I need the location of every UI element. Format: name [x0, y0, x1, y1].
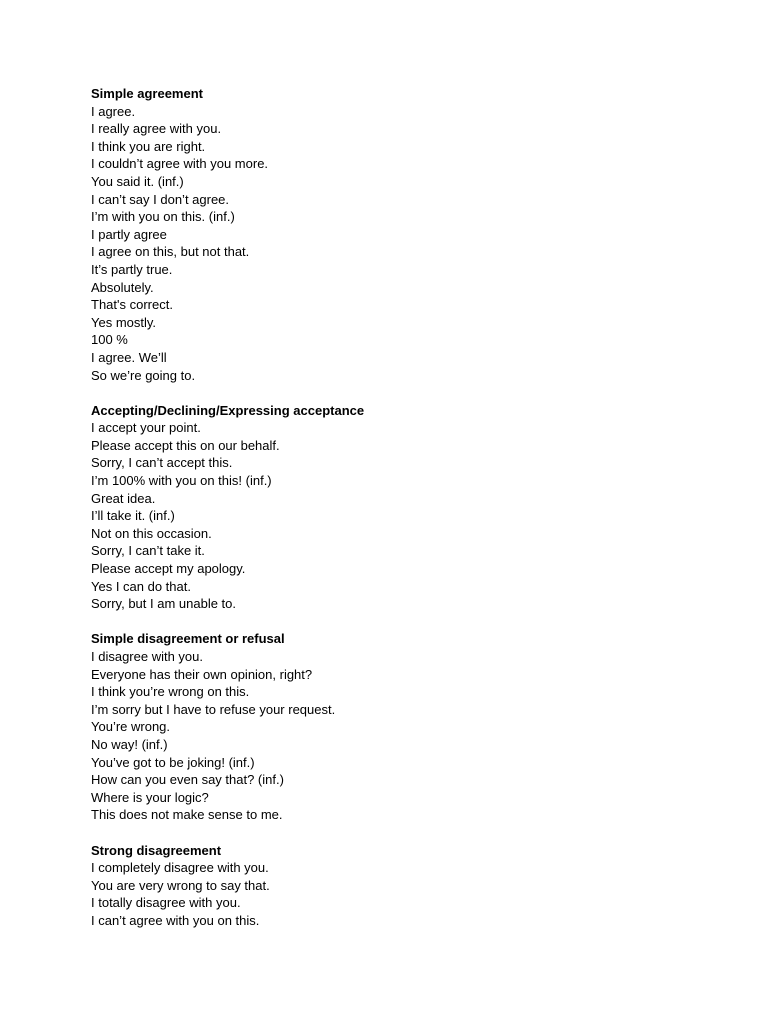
phrase-line: I couldn’t agree with you more.: [91, 156, 269, 172]
phrase-line: You are very wrong to say that.: [91, 877, 270, 893]
phrase-line: I completely disagree with you.: [91, 860, 269, 876]
phrase-line: Everyone has their own opinion, right?: [91, 666, 313, 682]
phrase-line: Please accept my apology.: [91, 561, 246, 577]
phrase-line: I accept your point.: [91, 420, 201, 436]
phrase-line: I disagree with you.: [91, 649, 204, 664]
section-heading: Accepting/Declining/Expressing acceptance: [91, 402, 365, 418]
phrase-list: [91, 859, 731, 929]
phrase-line: Yes mostly.: [91, 314, 157, 330]
document-page: [91, 85, 731, 947]
phrase-line: Yes I can do that.: [91, 578, 191, 594]
section-accepting-declining: [91, 402, 731, 613]
phrase-line: You’re wrong.: [91, 719, 171, 735]
phrase-line: No way! (inf.): [91, 736, 168, 752]
phrase-list: [91, 419, 731, 613]
phrase-list: [91, 648, 731, 824]
phrase-line: I’m 100% with you on this! (inf.): [91, 473, 272, 489]
phrase-line: So we’re going to.: [91, 367, 196, 383]
phrase-line: That's correct.: [91, 297, 173, 313]
phrase-line: You’ve got to be joking! (inf.): [91, 754, 255, 770]
phrase-line: I can’t agree with you on this.: [91, 912, 260, 928]
phrase-line: I really agree with you.: [91, 121, 222, 137]
section-heading: Strong disagreement: [91, 842, 222, 858]
phrase-line: Sorry, I can’t take it.: [91, 543, 205, 559]
section-heading: Simple agreement: [91, 86, 203, 101]
phrase-line: I think you are right.: [91, 138, 206, 154]
phrase-line: Sorry, but I am unable to.: [91, 596, 236, 612]
phrase-line: This does not make sense to me.: [91, 807, 283, 823]
phrase-line: Great idea.: [91, 490, 156, 506]
phrase-line: Absolutely.: [91, 279, 154, 295]
phrase-line: Where is your logic?: [91, 789, 209, 805]
phrase-list: [91, 103, 731, 385]
phrase-line: I partly agree: [91, 226, 167, 242]
phrase-line: Please accept this on our behalf.: [91, 437, 280, 453]
phrase-line: It’s partly true.: [91, 261, 173, 277]
phrase-line: I’m with you on this. (inf.): [91, 209, 235, 225]
phrase-line: I’ll take it. (inf.): [91, 508, 175, 524]
phrase-line: I agree on this, but not that.: [91, 244, 250, 260]
phrase-line: Sorry, I can’t accept this.: [91, 455, 233, 471]
section-simple-disagreement: [91, 630, 731, 824]
phrase-line: I’m sorry but I have to refuse your request.: [91, 701, 336, 717]
phrase-line: I can’t say I don’t agree.: [91, 191, 230, 207]
phrase-line: 100 %: [91, 332, 128, 348]
phrase-line: Not on this occasion.: [91, 525, 212, 541]
section-strong-disagreement: [91, 842, 731, 930]
phrase-line: I totally disagree with you.: [91, 895, 241, 911]
phrase-line: I agree.: [91, 103, 136, 119]
phrase-line: I think you’re wrong on this.: [91, 684, 250, 700]
section-heading: Simple disagreement or refusal: [91, 631, 285, 647]
phrase-line: I agree. We’ll: [91, 349, 167, 365]
phrase-line: You said it. (inf.): [91, 173, 184, 189]
section-simple-agreement: [91, 85, 731, 384]
phrase-line: How can you even say that? (inf.): [91, 772, 284, 788]
